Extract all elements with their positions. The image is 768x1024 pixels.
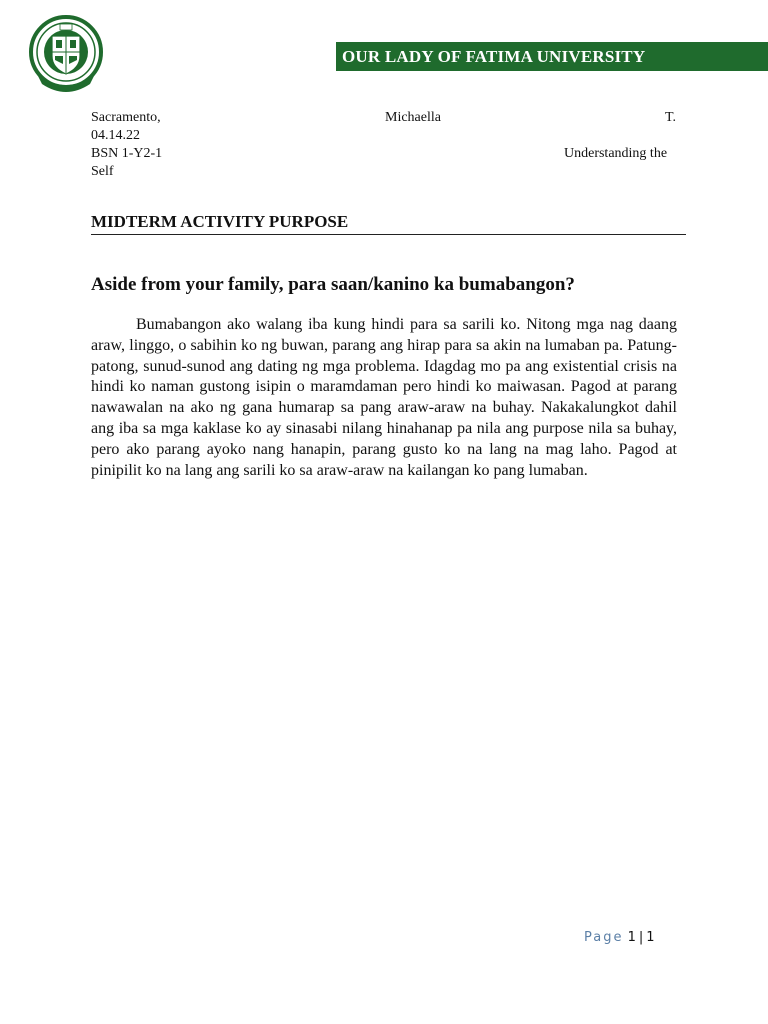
page-separator: | (638, 930, 644, 945)
page-total: 1 (646, 930, 655, 945)
page-number: 1 (627, 930, 636, 945)
student-last-name: Sacramento, (91, 110, 161, 125)
date: 04.14.22 (91, 128, 140, 143)
university-seal-logo (28, 14, 104, 96)
page-label: Page (584, 930, 624, 945)
university-name-banner: OUR LADY OF FATIMA UNIVERSITY (336, 42, 768, 71)
student-first-name: Michaella (385, 110, 441, 125)
page-footer (584, 930, 655, 945)
question-heading: Aside from your family, para saan/kanino ka bumabangon? (91, 274, 575, 295)
subject-line-1: Understanding the (564, 146, 668, 161)
subject-line-2: Self (91, 164, 114, 179)
answer-paragraph: Bumabangon ako walang iba kung hindi para sa sarili ko. Nitong mga nag daang araw, linggo, o sabihin ko ng buwan, parang ang hirap para sa akin na lumaban pa. Patung-patong, sunud-sunod ang dating ng mga problema. Idagdag mo pa ang existential crisis na hindi ko naman gustong isipin o maramdaman pero hindi ko maiwasan. Pagod at parang nawawalan na ako ng gana humarap sa pang araw-araw na buhay. Nakakalungkot dahil ang iba sa mga kaklase ko ay sinasabi nilang hinahanap pa nila ang purpose nila sa buhay, pero ako parang ayoko nang hanapin, parang gusto ko na lang na mag laho. Pagod at pinipilit ko na lang ang sarili ko sa araw-araw na kailangan ko pang lumaban. (91, 316, 677, 479)
section: BSN 1-Y2-1 (91, 146, 163, 161)
student-middle-initial: T. (665, 110, 677, 125)
activity-title: MIDTERM ACTIVITY PURPOSE (91, 212, 686, 235)
